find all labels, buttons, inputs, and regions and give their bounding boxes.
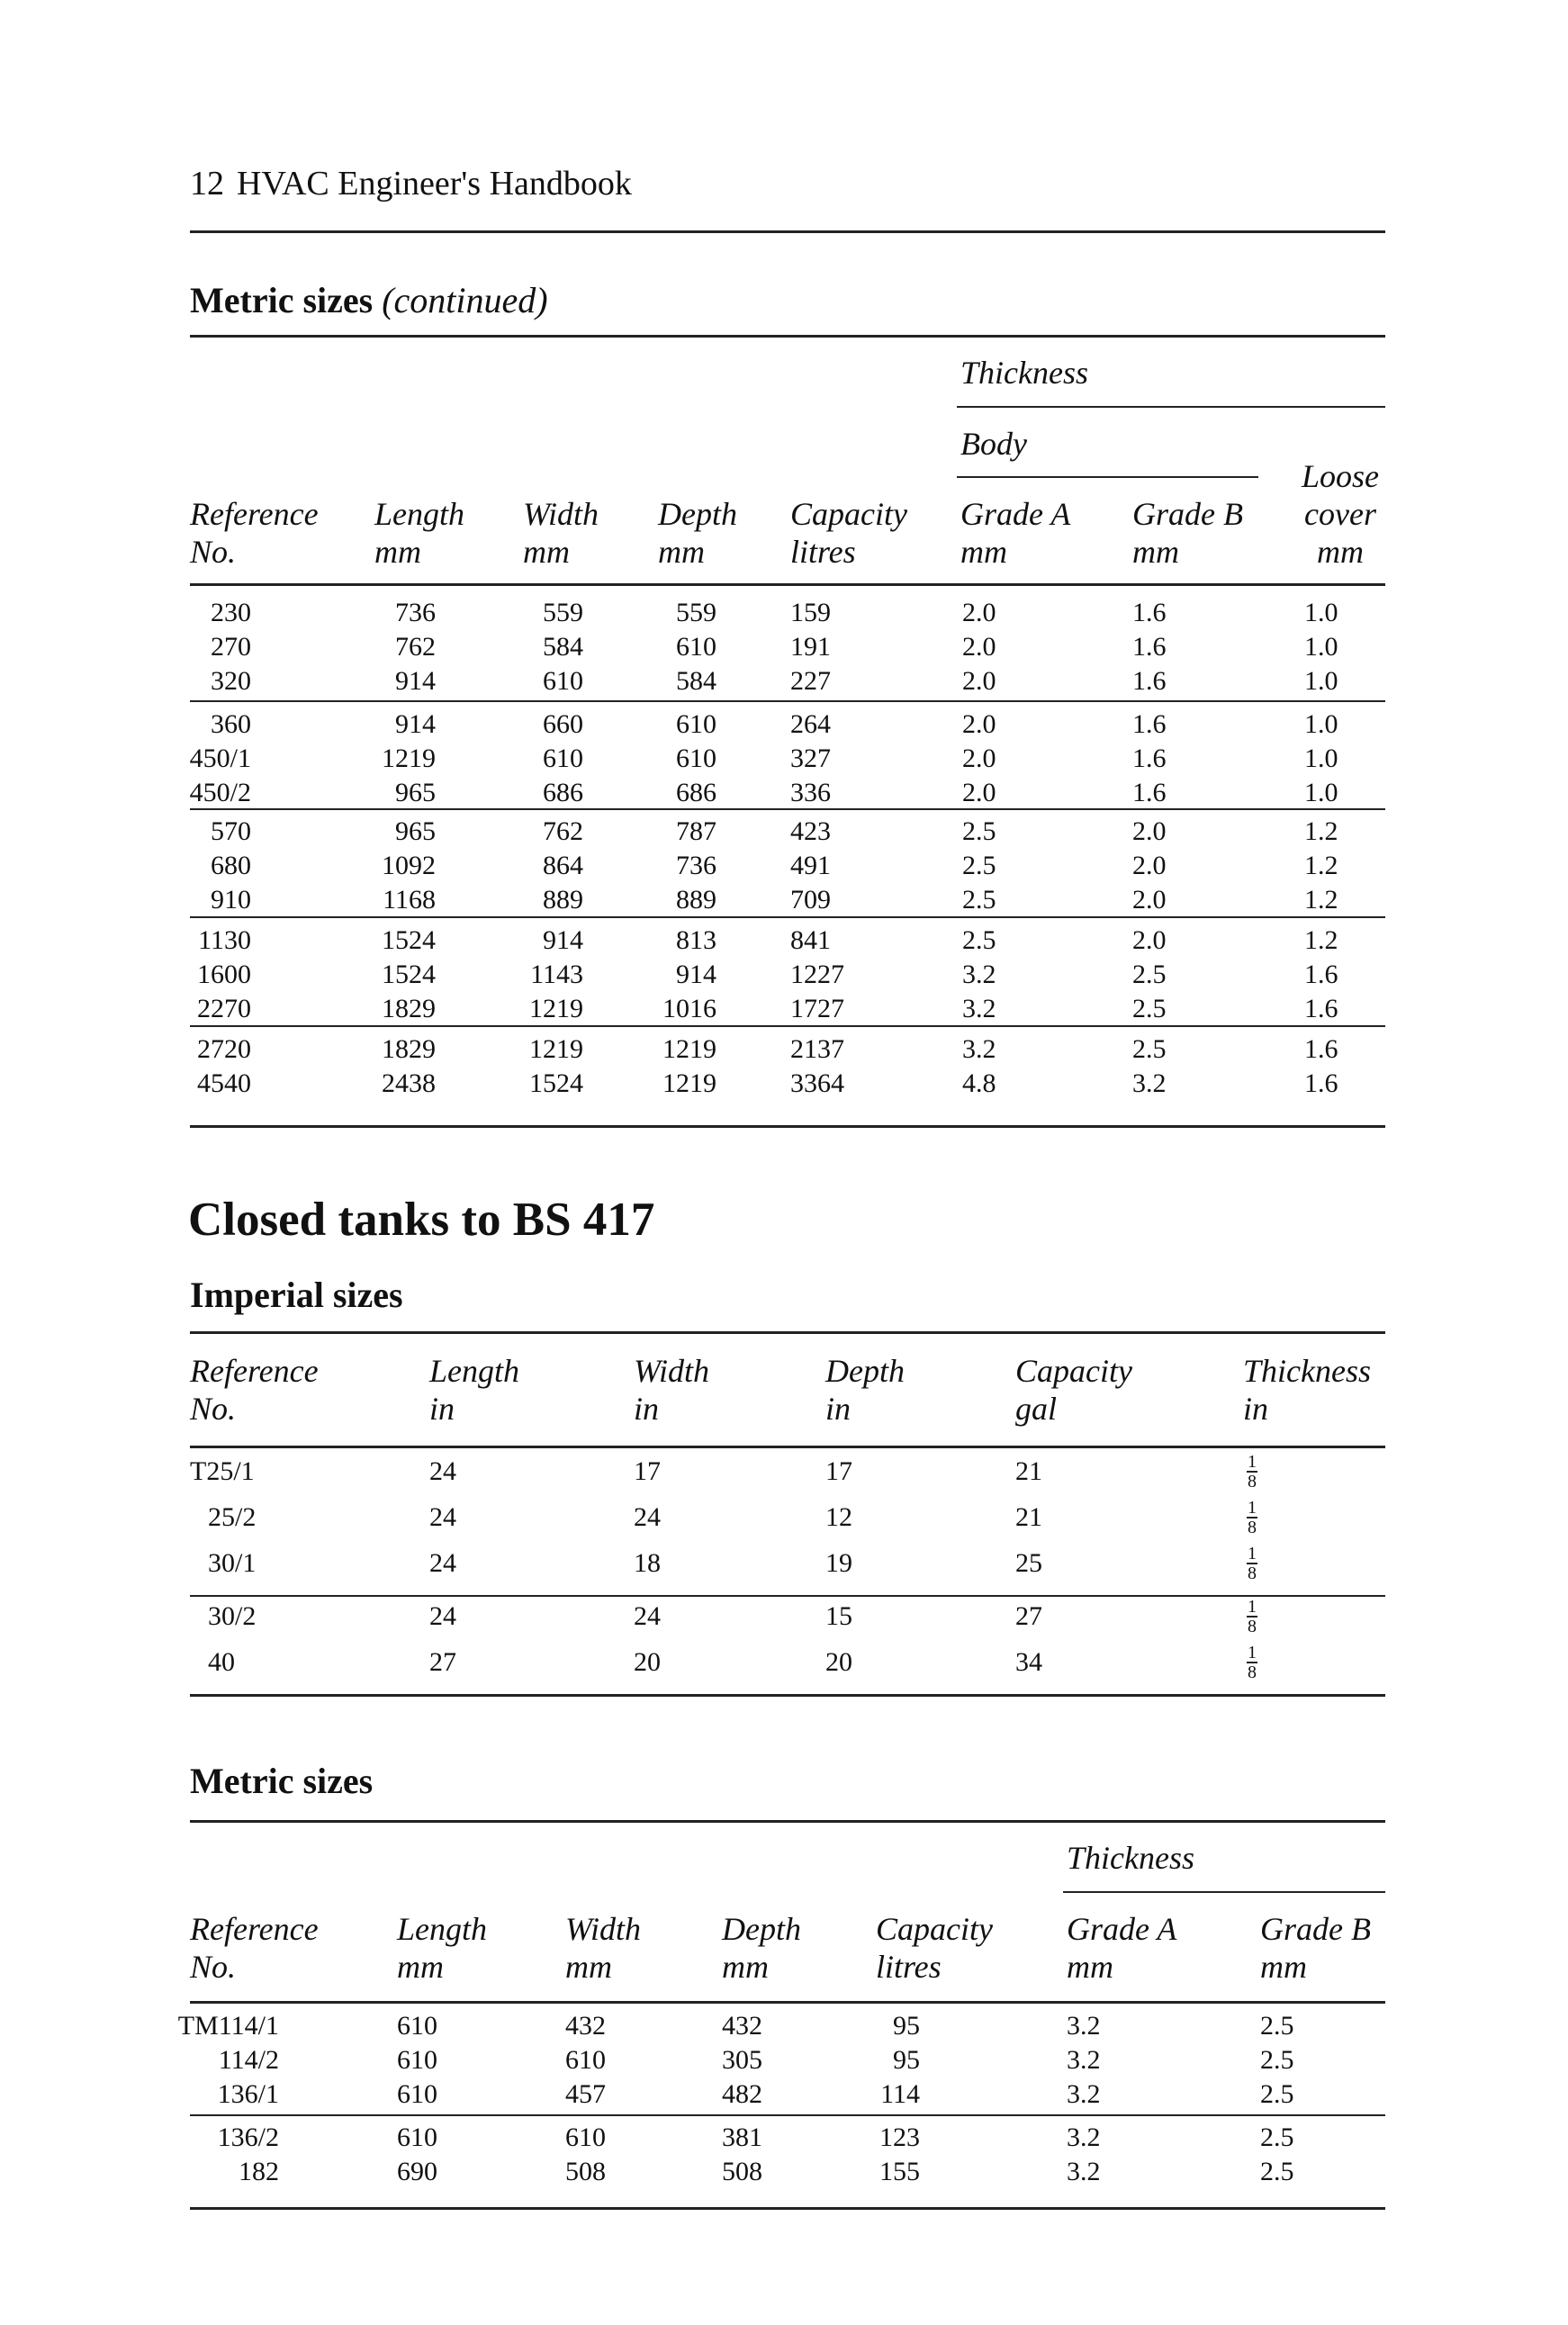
cell-depth: 813 [676,925,716,955]
cell-capacity: 227 [790,666,831,696]
met-header-grade-b: Grade B mm [1260,1911,1371,1985]
group-header-body: Body [960,426,1027,462]
cell-loose-cover: 1.0 [1304,709,1338,739]
cell-length: 1219 [382,743,436,773]
col-header-capacity: Capacity litres [790,496,907,570]
cell-length: 27 [429,1647,456,1677]
cell-width: 610 [565,2045,606,2075]
cell-ref: 136/2 [217,2122,279,2152]
cell-width: 1219 [529,1034,583,1064]
cell-grade-b: 2.0 [1132,885,1167,915]
cell-grade-a: 3.2 [1067,2045,1101,2075]
cell-ref: 182 [239,2157,279,2186]
page-title-closed-tanks: Closed tanks to BS 417 [188,1194,655,1246]
table-row [0,851,1568,885]
group-rule [190,700,1385,702]
cell-loose-cover: 1.2 [1304,816,1338,846]
cell-grade-b: 2.5 [1132,1034,1167,1064]
cell-grade-b: 2.5 [1260,2011,1294,2041]
cell-depth: 736 [676,851,716,880]
cell-depth: 482 [722,2079,762,2109]
cell-loose-cover: 1.6 [1304,1034,1338,1064]
cell-ref: 360 [211,709,251,739]
table-row [0,1452,1568,1491]
cell-grade-b: 1.6 [1132,598,1167,627]
cell-ref: 230 [211,598,251,627]
table-row [0,709,1568,743]
met-header-depth: Depth mm [722,1911,801,1985]
cell-width: 610 [565,2122,606,2152]
table-row [0,1034,1568,1068]
cell-grade-b: 1.6 [1132,709,1167,739]
cell-ref: 2270 [197,994,251,1023]
metric-group-header-thickness: Thickness [1067,1840,1194,1876]
imperial-bottom-rule [190,1694,1385,1697]
cell-grade-b: 2.5 [1260,2122,1294,2152]
header-rule [190,230,1385,233]
table-row [0,2157,1568,2191]
table-row [0,2122,1568,2157]
col-header-width: Width mm [523,496,599,570]
cell-capacity: 841 [790,925,831,955]
cell-grade-a: 3.2 [1067,2079,1101,2109]
met-header-length: Length mm [397,1911,488,1985]
group-rule [190,916,1385,918]
cell-length: 965 [395,778,436,807]
cell-ref: 4540 [197,1068,251,1098]
col-header-ref: Reference No. [190,496,319,570]
cell-capacity: 491 [790,851,831,880]
cell-ref: 910 [211,885,251,915]
cell-grade-a: 2.5 [962,816,996,846]
cell-width: 559 [543,598,583,627]
thickness-fraction: $\frac{1}{8}$ [1248,1452,1257,1491]
table-row [0,1068,1568,1103]
cell-width: 889 [543,885,583,915]
cell-capacity: 27 [1015,1601,1042,1631]
cell-grade-b: 1.6 [1132,743,1167,773]
cell-depth: 12 [825,1502,852,1532]
cell-width: 432 [565,2011,606,2041]
cell-capacity: 95 [893,2011,920,2041]
cell-ref: 25/2 [208,1502,257,1532]
cell-capacity: 1727 [790,994,844,1023]
cell-length: 610 [397,2011,437,2041]
cell-length: 24 [429,1548,456,1578]
cell-width: 24 [634,1601,661,1631]
met-header-width: Width mm [565,1911,642,1985]
cell-grade-b: 2.0 [1132,851,1167,880]
cell-grade-a: 2.0 [962,743,996,773]
cell-loose-cover: 1.2 [1304,851,1338,880]
cell-depth: 15 [825,1601,852,1631]
cell-ref: 320 [211,666,251,696]
section-heading-metric: Metric sizes [190,1761,374,1801]
cell-capacity: 159 [790,598,831,627]
cell-grade-b: 1.6 [1132,666,1167,696]
cell-grade-a: 4.8 [962,1068,996,1098]
cell-ref: 40 [208,1647,235,1677]
cell-grade-a: 2.0 [962,598,996,627]
running-title: HVAC Engineer's Handbook [237,165,632,203]
cell-depth: 20 [825,1647,852,1677]
imp-header-capacity: Capacity gal [1015,1353,1132,1427]
thickness-fraction: $\frac{1}{8}$ [1248,1597,1257,1636]
cell-capacity: 21 [1015,1456,1042,1486]
cell-length: 1168 [383,885,436,915]
cell-grade-b: 3.2 [1132,1068,1167,1098]
cell-ref: 30/1 [208,1548,257,1578]
cell-capacity: 3364 [790,1068,844,1098]
imperial-group-rule [190,1595,1385,1597]
table-row [0,598,1568,632]
col-header-grade-b: Grade B mm [1132,496,1243,570]
cell-width: 610 [543,666,583,696]
cell-grade-a: 2.5 [962,885,996,915]
cell-ref: T25/1 [190,1456,255,1486]
cell-width: 686 [543,778,583,807]
page-number: 12 [190,165,224,203]
cell-length: 1829 [382,994,436,1023]
cell-grade-b: 2.5 [1132,994,1167,1023]
imp-header-length: Length in [429,1353,520,1427]
cell-capacity: 155 [879,2157,920,2186]
cell-depth: 584 [676,666,716,696]
cell-width: 20 [634,1647,661,1677]
cell-capacity: 327 [790,743,831,773]
imp-header-depth: Depth in [825,1353,905,1427]
cell-loose-cover: 1.6 [1304,1068,1338,1098]
cell-grade-b: 2.5 [1260,2045,1294,2075]
cell-ref: 270 [211,632,251,662]
cell-width: 1143 [530,960,583,989]
header-bottom-rule [190,583,1385,586]
cell-length: 690 [397,2157,437,2186]
imp-header-thickness: Thickness in [1243,1353,1371,1427]
cell-length: 965 [395,816,436,846]
table-row [0,925,1568,960]
cell-loose-cover: 1.0 [1304,743,1338,773]
imp-header-width: Width in [634,1353,710,1427]
table-row [0,2079,1568,2113]
cell-grade-a: 2.0 [962,632,996,662]
col-header-loose-cover: Loose cover mm [1302,458,1380,570]
cell-width: 18 [634,1548,661,1578]
cell-depth: 508 [722,2157,762,2186]
metric-top-rule [190,1820,1385,1823]
cell-capacity: 25 [1015,1548,1042,1578]
cell-depth: 686 [676,778,716,807]
section-heading-metric-continued [190,279,548,321]
cell-grade-a: 2.5 [962,851,996,880]
cell-grade-a: 3.2 [962,960,996,989]
cell-grade-b: 2.0 [1132,925,1167,955]
cell-width: 864 [543,851,583,880]
cell-grade-b: 2.5 [1260,2157,1294,2186]
cell-ref: 30/2 [208,1601,257,1631]
cell-capacity: 1227 [790,960,844,989]
table-row [0,2011,1568,2045]
cell-length: 610 [397,2079,437,2109]
col-header-grade-a: Grade A mm [960,496,1071,570]
cell-length: 914 [395,709,436,739]
table-row [0,1498,1568,1537]
cell-grade-a: 3.2 [1067,2157,1101,2186]
cell-loose-cover: 1.2 [1304,925,1338,955]
cell-depth: 1219 [662,1034,716,1064]
cell-ref: 136/1 [217,2079,279,2109]
table-row [0,816,1568,851]
cell-depth: 889 [676,885,716,915]
cell-depth: 381 [722,2122,762,2152]
cell-grade-b: 2.5 [1260,2079,1294,2109]
met-header-grade-a: Grade A mm [1067,1911,1177,1985]
col-header-depth: Depth mm [658,496,737,570]
cell-width: 508 [565,2157,606,2186]
cell-loose-cover: 1.0 [1304,666,1338,696]
cell-ref: 450/2 [189,778,251,807]
cell-width: 762 [543,816,583,846]
cell-depth: 610 [676,709,716,739]
cell-length: 736 [395,598,436,627]
cell-depth: 305 [722,2045,762,2075]
cell-grade-a: 2.0 [962,709,996,739]
body-rule [957,476,1258,478]
table-row [0,632,1568,666]
cell-capacity: 34 [1015,1647,1042,1677]
group-header-thickness: Thickness [960,355,1088,391]
cell-capacity: 336 [790,778,831,807]
met-header-ref: Reference No. [190,1911,319,1985]
cell-grade-a: 3.2 [962,1034,996,1064]
cell-grade-b: 1.6 [1132,778,1167,807]
cell-width: 1524 [529,1068,583,1098]
running-header [190,164,632,203]
group-rule [190,1025,1385,1027]
cell-ref: TM114/1 [177,2011,279,2041]
cell-width: 17 [634,1456,661,1486]
cell-ref: 450/1 [189,743,251,773]
section-heading-imperial: Imperial sizes [190,1275,403,1315]
cell-length: 24 [429,1601,456,1631]
table-row [0,2045,1568,2079]
cell-grade-a: 2.0 [962,666,996,696]
metric-bottom-rule [190,2207,1385,2210]
thickness-rule [957,406,1385,408]
cell-loose-cover: 1.6 [1304,994,1338,1023]
cell-grade-b: 1.6 [1132,632,1167,662]
cell-ref: 680 [211,851,251,880]
cell-capacity: 709 [790,885,831,915]
cell-length: 914 [395,666,436,696]
cell-depth: 787 [676,816,716,846]
cell-width: 1219 [529,994,583,1023]
cell-width: 457 [565,2079,606,2109]
cell-depth: 914 [676,960,716,989]
cell-capacity: 264 [790,709,831,739]
cell-loose-cover: 1.0 [1304,778,1338,807]
cell-depth: 610 [676,743,716,773]
met-header-capacity: Capacity litres [876,1911,993,1985]
cell-length: 24 [429,1502,456,1532]
cell-capacity: 123 [879,2122,920,2152]
cell-width: 584 [543,632,583,662]
table-row [0,960,1568,994]
cell-ref: 1130 [198,925,251,955]
cell-grade-a: 2.5 [962,925,996,955]
metric-group-rule [190,2114,1385,2116]
table-row [0,743,1568,778]
cell-capacity: 21 [1015,1502,1042,1532]
col-header-length: Length mm [374,496,465,570]
cell-depth: 19 [825,1548,852,1578]
cell-grade-a: 2.0 [962,778,996,807]
cell-grade-a: 3.2 [1067,2122,1101,2152]
group-rule [190,808,1385,810]
cell-loose-cover: 1.2 [1304,885,1338,915]
cell-grade-a: 3.2 [962,994,996,1023]
cell-length: 1092 [382,851,436,880]
section-heading-text: Metric sizes [190,280,374,320]
cell-grade-a: 3.2 [1067,2011,1101,2041]
cell-length: 1829 [382,1034,436,1064]
cell-capacity: 95 [893,2045,920,2075]
cell-capacity: 114 [880,2079,920,2109]
cell-depth: 1219 [662,1068,716,1098]
cell-ref: 2720 [197,1034,251,1064]
cell-length: 2438 [382,1068,436,1098]
cell-width: 660 [543,709,583,739]
table-row [0,994,1568,1028]
metric-thickness-rule [1063,1891,1385,1893]
cell-grade-b: 2.5 [1132,960,1167,989]
imperial-header-bottom-rule [190,1446,1385,1448]
cell-capacity: 423 [790,816,831,846]
cell-depth: 1016 [662,994,716,1023]
cell-length: 610 [397,2122,437,2152]
cell-depth: 610 [676,632,716,662]
metric-header-bottom-rule [190,2001,1385,2004]
cell-length: 762 [395,632,436,662]
cell-grade-b: 2.0 [1132,816,1167,846]
cell-length: 1524 [382,960,436,989]
table-row [0,1544,1568,1583]
thickness-fraction: $\frac{1}{8}$ [1248,1643,1257,1682]
table-row [0,666,1568,700]
cell-capacity: 191 [790,632,831,662]
cell-depth: 559 [676,598,716,627]
thickness-fraction: $\frac{1}{8}$ [1248,1498,1257,1537]
cell-length: 610 [397,2045,437,2075]
cell-depth: 432 [722,2011,762,2041]
cell-width: 24 [634,1502,661,1532]
imperial-top-rule [190,1331,1385,1334]
cell-depth: 17 [825,1456,852,1486]
table-row [0,885,1568,919]
table-bottom-rule [190,1125,1385,1128]
cell-loose-cover: 1.6 [1304,960,1338,989]
cell-length: 24 [429,1456,456,1486]
table-row [0,1597,1568,1636]
cell-ref: 570 [211,816,251,846]
cell-loose-cover: 1.0 [1304,598,1338,627]
cell-capacity: 2137 [790,1034,844,1064]
cell-ref: 114/2 [218,2045,279,2075]
cell-ref: 1600 [197,960,251,989]
table-row [0,778,1568,812]
imp-header-ref: Reference No. [190,1353,319,1427]
thickness-fraction: $\frac{1}{8}$ [1248,1544,1257,1583]
cell-loose-cover: 1.0 [1304,632,1338,662]
cell-width: 914 [543,925,583,955]
table-row [0,1643,1568,1682]
table-top-rule [190,335,1385,338]
cell-length: 1524 [382,925,436,955]
cell-width: 610 [543,743,583,773]
continued-note: (continued) [382,280,548,320]
